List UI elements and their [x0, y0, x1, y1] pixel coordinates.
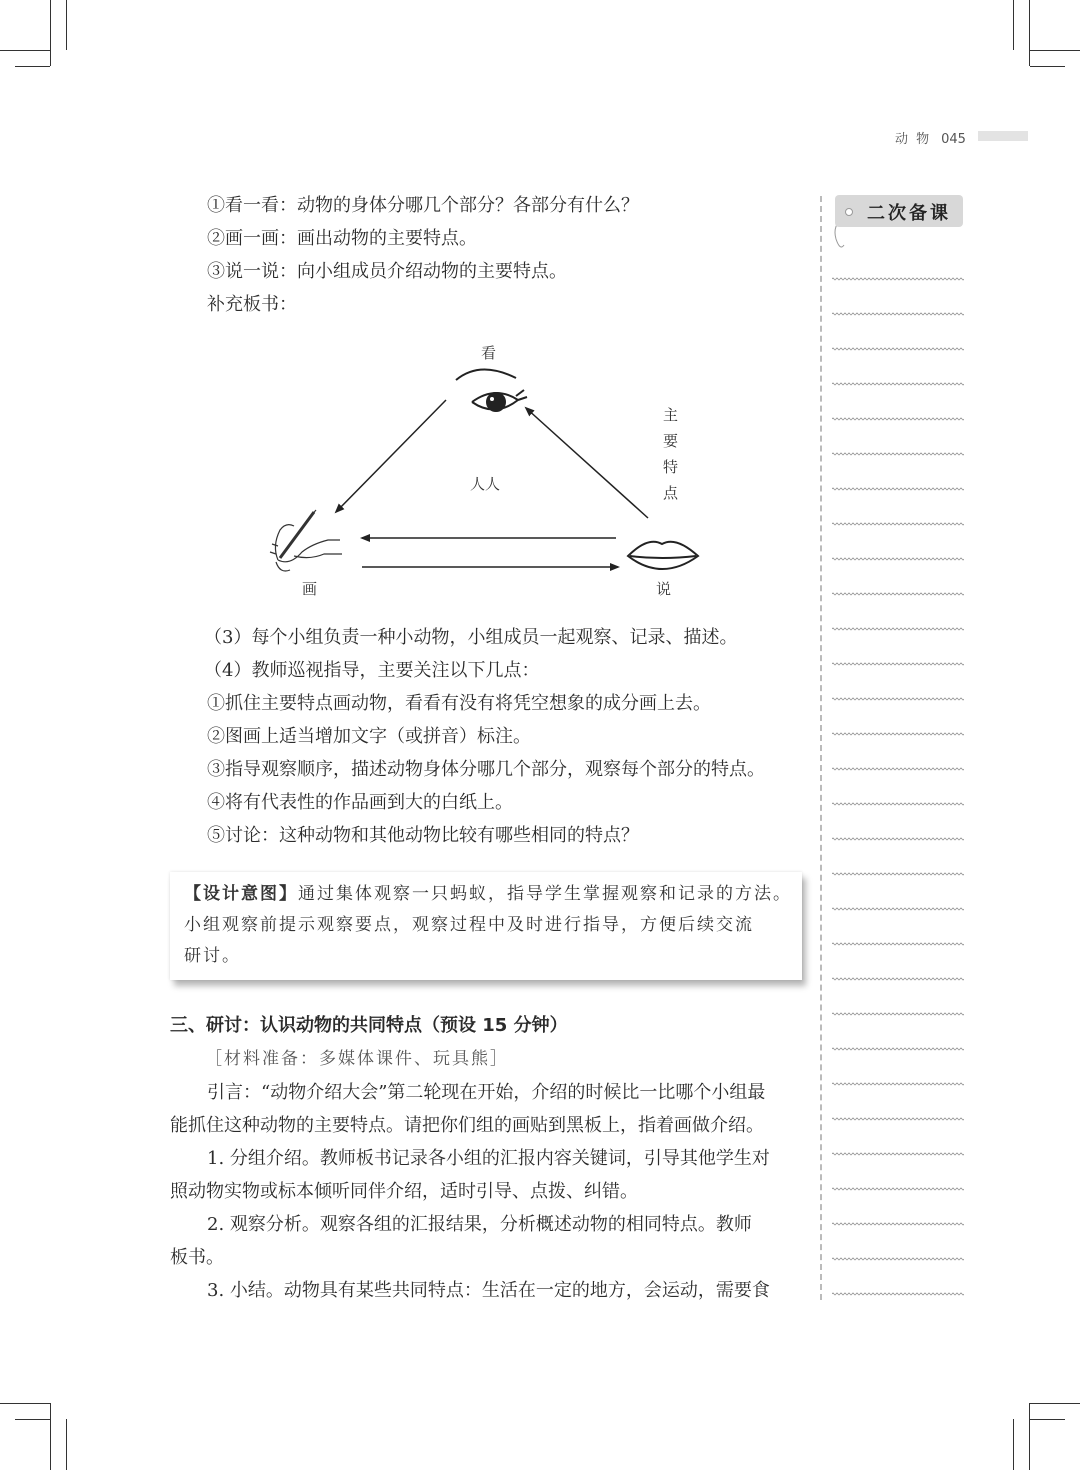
label-draw: 画: [302, 580, 318, 598]
note-line: [832, 731, 964, 737]
label-say: 说: [656, 580, 672, 598]
note-line: [832, 976, 964, 982]
note-line: [832, 451, 964, 457]
notes-column-divider: [820, 196, 822, 1300]
crop-mark: [15, 1419, 50, 1420]
note-line: [832, 766, 964, 772]
note-line: [832, 591, 964, 597]
crop-mark: [1029, 0, 1030, 66]
diagram-svg: [250, 330, 720, 610]
paragraph-line: 3. 小结。动物具有某些共同特点：生活在一定的地方，会运动，需要食: [207, 1280, 770, 1301]
design-intent-line-1: [184, 882, 792, 906]
step-say: ③说一说：向小组成员介绍动物的主要特点。: [207, 261, 567, 282]
item-4-4: ④将有代表性的作品画到大的白纸上。: [207, 792, 513, 813]
note-line: [832, 1186, 964, 1192]
design-intent-line-2: 小组观察前提示观察要点，观察过程中及时进行指导，方便后续交流: [184, 915, 754, 935]
paragraph-line: 2. 观察分析。观察各组的汇报结果，分析概述动物的相同特点。教师: [207, 1214, 752, 1235]
note-line: [832, 696, 964, 702]
crop-mark: [50, 1403, 51, 1470]
running-header: [895, 128, 966, 147]
note-line: [832, 276, 964, 282]
crop-mark: [1030, 66, 1065, 67]
board-note-label: 补充板书：: [207, 294, 297, 315]
design-intent-text-1: 通过集体观察一只蚂蚁，指导学生掌握观察和记录的方法。: [298, 884, 792, 904]
note-line: [832, 1221, 964, 1227]
note-line: [832, 836, 964, 842]
crop-mark: [0, 50, 50, 51]
paragraph-line: 能抓住这种动物的主要特点。请把你们组的画贴到黑板上，指着画做介绍。: [170, 1115, 764, 1136]
header-bar: [978, 131, 1028, 141]
note-line: [832, 1011, 964, 1017]
crop-mark: [1013, 0, 1014, 50]
page-number: 045: [941, 132, 966, 147]
drawing-hand-icon: [270, 510, 342, 571]
note-line: [832, 381, 964, 387]
crop-mark: [15, 66, 50, 67]
crop-mark: [66, 0, 67, 50]
crop-mark: [0, 1403, 50, 1404]
note-line: [832, 346, 964, 352]
note-line: [832, 521, 964, 527]
note-line: [832, 1256, 964, 1262]
crop-mark: [50, 0, 51, 66]
note-line: [832, 1151, 964, 1157]
label-main-feature-1: 主: [663, 406, 679, 424]
arrow-say-to-look: [526, 408, 648, 518]
crop-mark: [1030, 1419, 1065, 1420]
crop-mark: [1030, 50, 1080, 51]
step-draw: ②画一画：画出动物的主要特点。: [207, 228, 477, 249]
crop-mark: [66, 1419, 67, 1470]
item-4-3: ③指导观察顺序，描述动物身体分哪几个部分，观察每个部分的特点。: [207, 759, 765, 780]
note-line: [832, 801, 964, 807]
item-4-5: ⑤讨论：这种动物和其他动物比较有哪些相同的特点？: [207, 825, 639, 846]
chapter-name: 动 物: [895, 132, 932, 147]
tag-hole: [845, 208, 853, 216]
paragraph-line: 板书。: [170, 1247, 224, 1268]
label-main-feature-3: 特: [663, 458, 679, 476]
blackboard-diagram: [250, 330, 720, 610]
item-3: （3）每个小组负责一种小动物，小组成员一起观察、记录、描述。: [204, 627, 738, 648]
crop-mark: [1030, 1403, 1080, 1404]
tag-text: 二次备课: [867, 203, 951, 224]
label-center: 人人: [470, 475, 501, 493]
note-line: [832, 626, 964, 632]
note-line: [832, 416, 964, 422]
note-line: [832, 906, 964, 912]
crop-mark: [1029, 1403, 1030, 1470]
note-line: [832, 1046, 964, 1052]
item-4-1: ①抓住主要特点画动物，看看有没有将凭空想象的成分画上去。: [207, 693, 711, 714]
step-look: ①看一看：动物的身体分哪几个部分？各部分有什么？: [207, 195, 639, 216]
arrow-look-to-draw: [336, 400, 446, 512]
note-line: [832, 1081, 964, 1087]
crop-mark: [1013, 1419, 1014, 1470]
design-intent-box: [170, 872, 802, 980]
eye-icon: [456, 369, 527, 411]
paragraph-line: 照动物实物或标本倾听同伴介绍，适时引导、点拨、纠错。: [170, 1181, 638, 1202]
section-title: 三、研讨：认识动物的共同特点（预设 15 分钟）: [170, 1015, 568, 1036]
item-4: （4）教师巡视指导，主要关注以下几点：: [204, 660, 540, 681]
note-line: [832, 311, 964, 317]
label-main-feature-4: 点: [663, 484, 679, 502]
design-intent-label: 【设计意图】: [184, 884, 298, 904]
note-line: [832, 941, 964, 947]
note-line: [832, 1116, 964, 1122]
lips-icon: [628, 542, 698, 569]
second-prep-tag: [835, 195, 963, 227]
note-line: [832, 871, 964, 877]
label-main-feature-2: 要: [663, 432, 679, 450]
note-line: [832, 661, 964, 667]
paragraph-line: 1. 分组介绍。教师板书记录各小组的汇报内容关键词，引导其他学生对: [207, 1148, 770, 1169]
note-line: [832, 1291, 964, 1297]
label-look: 看: [481, 344, 497, 362]
note-line: [832, 556, 964, 562]
paragraph-line: 引言：“动物介绍大会”第二轮现在开始，介绍的时候比一比哪个小组最: [207, 1082, 766, 1103]
note-line: [832, 486, 964, 492]
item-4-2: ②图画上适当增加文字（或拼音）标注。: [207, 726, 531, 747]
materials-note: ［材料准备：多媒体课件、玩具熊］: [205, 1049, 509, 1069]
design-intent-line-3: 研讨。: [184, 946, 241, 966]
